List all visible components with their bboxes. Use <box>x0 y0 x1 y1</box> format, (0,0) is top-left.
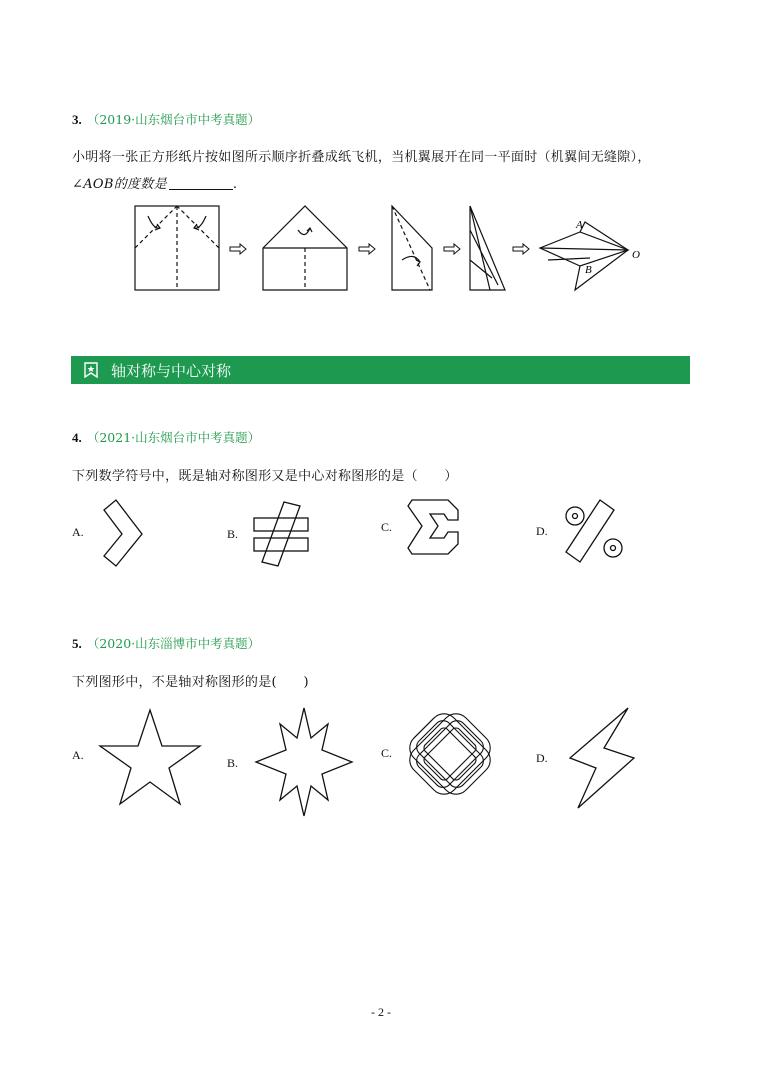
arrow-icon <box>513 244 529 254</box>
q5-option-d-label: D. <box>536 751 548 765</box>
q5-option-a-label: A. <box>72 748 84 762</box>
paper-airplane-folding-figure <box>130 200 650 300</box>
q3-header <box>72 109 260 128</box>
point-o-label: O <box>632 249 640 261</box>
q3-stem-line1: 小明将一张正方形纸片按如图所示顺序折叠成纸飞机，当机翼展开在同一平面时（机翼间无缝隙）， <box>72 150 651 165</box>
q5-source: （2020·山东淄博市中考真题） <box>86 636 261 651</box>
q3-source: （2019·山东烟台市中考真题） <box>86 112 261 127</box>
q5-option-a-star-figure <box>94 706 206 806</box>
fold-step-2 <box>263 206 347 290</box>
q3-period: . <box>232 177 238 192</box>
q4-header <box>72 427 260 446</box>
page-number: - 2 - <box>371 1005 391 1019</box>
q3-stem-line2 <box>72 173 237 192</box>
q4-option-a-label: A. <box>72 525 84 539</box>
point-a-label: A <box>576 219 583 231</box>
q4-option-b-label: B. <box>227 527 239 541</box>
q4-stem: 下列数学符号中，既是轴对称图形又是中心对称图形的是（ ） <box>72 469 458 484</box>
q5-option-c-knot-figure <box>404 708 496 800</box>
q4-option-c-sigma-figure <box>404 496 464 558</box>
arrow-icon <box>230 244 246 254</box>
q4-source: （2021·山东烟台市中考真题） <box>86 430 261 445</box>
q5-header <box>72 633 260 652</box>
q4-option-b-not-equal-figure <box>248 498 314 570</box>
fold-step-3 <box>392 206 432 290</box>
fold-step-5-airplane <box>540 222 628 290</box>
q4-option-a-chevron-figure <box>96 498 146 568</box>
fold-step-1 <box>135 206 219 290</box>
arrow-icon <box>359 244 375 254</box>
fold-step-4 <box>470 206 505 290</box>
q4-option-c-label: C. <box>381 520 393 534</box>
q3-angle-text: ∠AOB的度数是 <box>72 177 167 192</box>
q4-option-d-label: D. <box>536 524 548 538</box>
q5-stem: 下列图形中，不是轴对称图形的是( ) <box>72 675 309 690</box>
answer-blank <box>169 177 233 190</box>
q5-option-c-label: C. <box>381 746 393 760</box>
section-banner <box>71 356 690 384</box>
bookmark-star-icon <box>83 362 99 378</box>
q5-option-b-label: B. <box>227 756 239 770</box>
arrow-icon <box>444 244 460 254</box>
q4-option-d-percent-figure <box>556 498 628 568</box>
q5-option-d-lightning-figure <box>566 704 642 812</box>
q5-option-b-eight-point-star-figure <box>252 706 356 818</box>
q4-number: 4. <box>72 430 82 445</box>
section-title: 轴对称与中心对称 <box>111 362 232 380</box>
point-b-label: B <box>585 264 592 276</box>
q3-number: 3. <box>72 112 82 127</box>
q5-number: 5. <box>72 636 82 651</box>
